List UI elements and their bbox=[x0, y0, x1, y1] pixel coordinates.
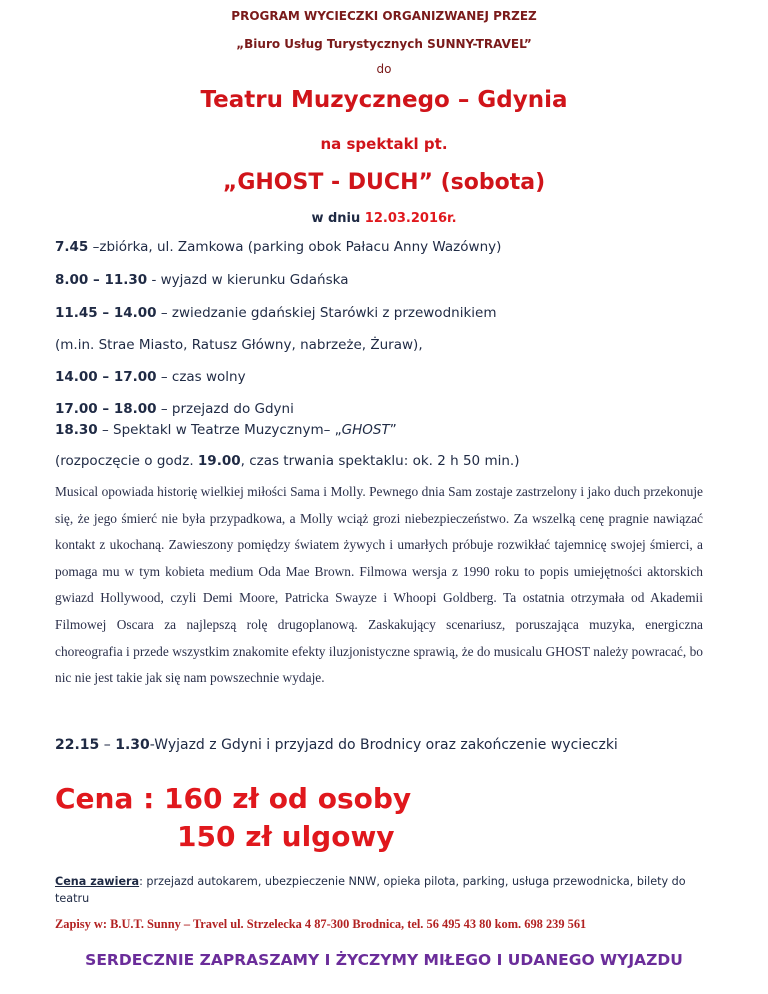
schedule-text: –zbiórka, ul. Zamkowa (parking obok Pałacu Anny Wazówny) bbox=[88, 239, 502, 255]
schedule-item bbox=[55, 401, 294, 417]
heading-do: do bbox=[376, 62, 392, 76]
schedule-time: 8.00 – 11.30 bbox=[55, 272, 148, 288]
schedule-item bbox=[55, 305, 496, 321]
schedule-show-name: GHOST bbox=[341, 422, 390, 438]
organizer-heading: PROGRAM WYCIECZKI ORGANIZWANEJ PRZEZ bbox=[231, 9, 537, 23]
return-line bbox=[55, 737, 618, 753]
price-includes-text: : przejazd autokarem, ubezpieczenie NNW, opieka pilota, parking, usługa przewodnicka, bilety do teatru bbox=[55, 875, 686, 905]
show-description: Musical opowiada historię wielkiej miłości Sama i Molly. Pewnego dnia Sam zostaje zastrzelony i jako duch przekonuje się, że jego śmierć nie była przypadkowa, a Molly wciąż grozi niebezpieczeństwo. Za wszelką cenę pragnie nawiązać kontakt z ukochaną. Zawieszony pomiędzy światem żywych i umarłych próbuje rozwikłać tajemnicę swojej śmierci, a pomaga mu w tym kobieta medium Oda Mae Brown. Filmowa wersja z 1990 roku to popis umiejętności aktorskich gwiazd Hollywood, czyli Demi Moore, Patricka Swayze i Whoopi Goldberg. Ta ostatnia otrzymała od Akademii Filmowej Oscara za najlepszą rolę drugoplanową. Zaskakujący scenariusz, poruszająca muzyka, energiczna choreografia i przede wszystkim znakomite efekty iluzjonistyczne sprawią, że do musicalu GHOST należy powracać, bo nic nie jest takie jak się nam powszechnie wydaje. bbox=[55, 484, 703, 686]
return-sep: – bbox=[99, 737, 116, 753]
schedule-quote-close: ” bbox=[389, 422, 397, 438]
schedule-text: – czas wolny bbox=[156, 369, 246, 385]
return-time-start: 22.15 bbox=[55, 737, 100, 753]
schedule-text: – Spektakl w Teatrze Muzycznym– „ bbox=[97, 422, 342, 438]
schedule-time: 14.00 – 17.00 bbox=[55, 369, 157, 385]
price-includes bbox=[55, 873, 695, 907]
schedule-time: 18.30 bbox=[55, 422, 98, 438]
schedule-text: (m.in. Strae Miasto, Ratusz Główny, nabrzeże, Żuraw), bbox=[55, 337, 423, 353]
schedule-time: 17.00 – 18.00 bbox=[55, 401, 157, 417]
schedule-item bbox=[55, 422, 397, 438]
return-text: -Wyjazd z Gdyni i przyjazd do Brodnicy oraz zakończenie wycieczki bbox=[149, 737, 618, 753]
date-value: 12.03.2016r. bbox=[364, 211, 457, 226]
start-note-pre: (rozpoczęcie o godz. bbox=[55, 453, 198, 469]
schedule-item bbox=[55, 239, 501, 255]
start-note-time: 19.00 bbox=[197, 453, 241, 469]
schedule-text: – zwiedzanie gdańskiej Starówki z przewodnikiem bbox=[156, 305, 497, 321]
schedule-item bbox=[55, 369, 246, 385]
signup-info: Zapisy w: B.U.T. Sunny – Travel ul. Strzelecka 4 87-300 Brodnica, tel. 56 495 43 80 kom. 698 239 561 bbox=[55, 917, 587, 931]
schedule-item bbox=[55, 337, 423, 353]
date-prefix: w dniu bbox=[311, 211, 365, 226]
price-regular: Cena : 160 zł od osoby bbox=[55, 782, 412, 815]
schedule-text: - wyjazd w kierunku Gdańska bbox=[147, 272, 349, 288]
trip-date bbox=[0, 211, 768, 226]
organizer-name: „Biuro Usług Turystycznych SUNNY-TRAVEL” bbox=[236, 37, 532, 51]
schedule-item bbox=[55, 272, 349, 288]
closing-invitation: SERDECZNIE ZAPRASZAMY I ŻYCZYMY MIŁEGO I UDANEGO WYJAZDU bbox=[85, 951, 683, 969]
show-intro: na spektakl pt. bbox=[320, 135, 448, 153]
schedule-text: – przejazd do Gdyni bbox=[156, 401, 294, 417]
schedule-time: 7.45 bbox=[55, 239, 89, 255]
start-note-post: , czas trwania spektaklu: ok. 2 h 50 min.) bbox=[240, 453, 520, 469]
schedule-time: 11.45 – 14.00 bbox=[55, 305, 157, 321]
price-reduced: 150 zł ulgowy bbox=[177, 820, 395, 853]
price-includes-label: Cena zawiera bbox=[55, 875, 140, 888]
return-time-end: 1.30 bbox=[115, 737, 150, 753]
start-note bbox=[55, 453, 519, 469]
venue-title: Teatru Muzycznego – Gdynia bbox=[200, 87, 568, 113]
show-title: „GHOST - DUCH” (sobota) bbox=[222, 170, 546, 195]
